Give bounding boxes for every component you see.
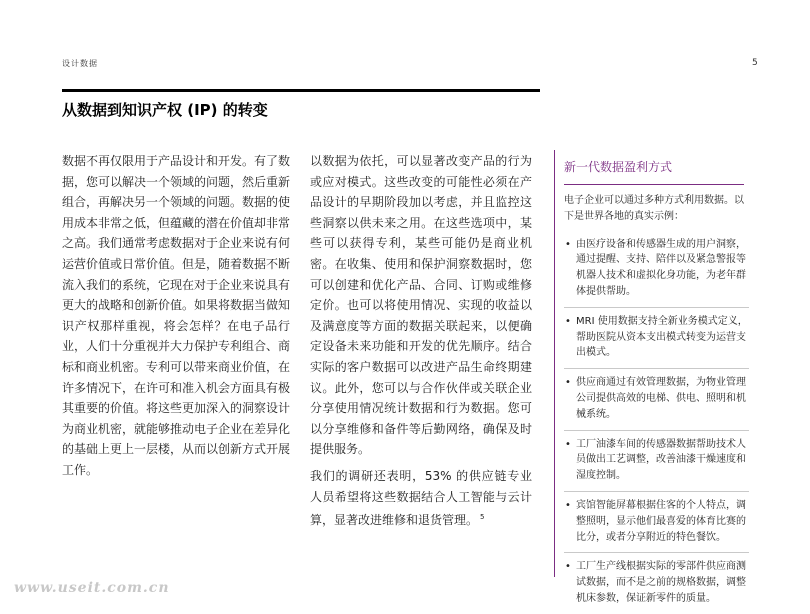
sidebar-box [554, 150, 749, 604]
page-number: 5 [752, 58, 758, 68]
column-2-paragraph-2-text: 我们的调研还表明，53% 的供应链专业人员希望将这些数据结合人工智能与云计算，显著改进维修和退货管理。 [310, 468, 532, 528]
sidebar-list [564, 231, 749, 614]
sidebar-divider [564, 184, 744, 185]
sidebar-list-item: • 供应商通过有效管理数据，为物业管理公司提供高效的电梯、供电、照明和机械系统。 [564, 368, 749, 429]
sidebar-list-item: • 工厂油漆车间的传感器数据帮助技术人员做出工艺调整，改善油漆干燥速度和湿度控制。 [564, 430, 749, 491]
body-column-2 [310, 151, 532, 531]
footnote-marker: 5 [480, 513, 485, 522]
column-2-paragraph-2 [310, 466, 532, 531]
page-title: 从数据到知识产权 (IP) 的转变 [62, 101, 268, 119]
sidebar-list-item: • 工厂生产线根据实际的零部件供应商测试数据，而不是之前的规格数据，调整机床参数，保证新零件的质量。 [564, 552, 749, 613]
column-2-paragraph-1: 以数据为依托，可以显著改变产品的行为或应对模式。这些改变的可能性必须在产品设计的早期阶段加以考虑，并且监控这些洞察以供未来之用。在这些选项中，某些可以获得专利，某些可能仍是商业机密。在收集、使用和保护洞察数据时，您可以创建和优化产品、合同、订购或维修定价。也可以将使用情况、实现的收益以及满意度等方面的数据关联起来，以便确定设备未来功能和开发的优先顺序。结合实际的客户数据可以改进产品生命终期建议。此外，您可以与合作伙伴或关联企业分享使用情况统计数据和行为数据。您可以分享维修和备件等后勤网络，确保及时提供服务。 [310, 154, 532, 457]
body-column-1 [62, 151, 290, 481]
sidebar-intro: 电子企业可以通过多种方式利用数据。以下是世界各地的真实示例： [564, 195, 744, 222]
sidebar-list-item: • 由医疗设备和传感器生成的用户洞察，通过提醒、支持、陪伴以及紧急警报等机器人技术和虚拟化身功能，为老年群体提供帮助。 [564, 231, 749, 307]
sidebar-title: 新一代数据盈利方式 [564, 160, 673, 174]
sidebar-list-item: • MRI 使用数据支持全新业务模式定义，帮助医院从资本支出模式转变为运营支出模式。 [564, 307, 749, 368]
watermark: www.useit.com.cn [14, 580, 170, 596]
sidebar-list-item: • 宾馆智能屏幕根据住客的个人特点，调整照明，显示他们最喜爱的体育比赛的比分，或者分享附近的特色餐饮。 [564, 491, 749, 552]
title-rule [62, 89, 540, 92]
column-1-paragraph: 数据不再仅限用于产品设计和开发。有了数据，您可以解决一个领域的问题，然后重新组合，再解决另一个领域的问题。数据的使用成本非常之低，但蕴藏的潜在价值却非常之高。我们通常考虑数据对于企业来说有何运营价值或日常价值。但是，随着数据不断流入我们的系统，它现在对于企业来说具有更大的战略和创新价值。如果将数据当做知识产权那样重视，将会怎样？在电子品行业，人们十分重视并大力保护专利组合、商标和商业机密。专利可以带来商业价值，在许多情况下，在许可和准入机会方面具有极其重要的价值。将这些更加深入的洞察设计为商业机密，就能够推动电子企业在差异化的基础上更上一层楼，从而以创新方式开展工作。 [62, 154, 291, 477]
header-label: 设计数据 [62, 59, 98, 68]
